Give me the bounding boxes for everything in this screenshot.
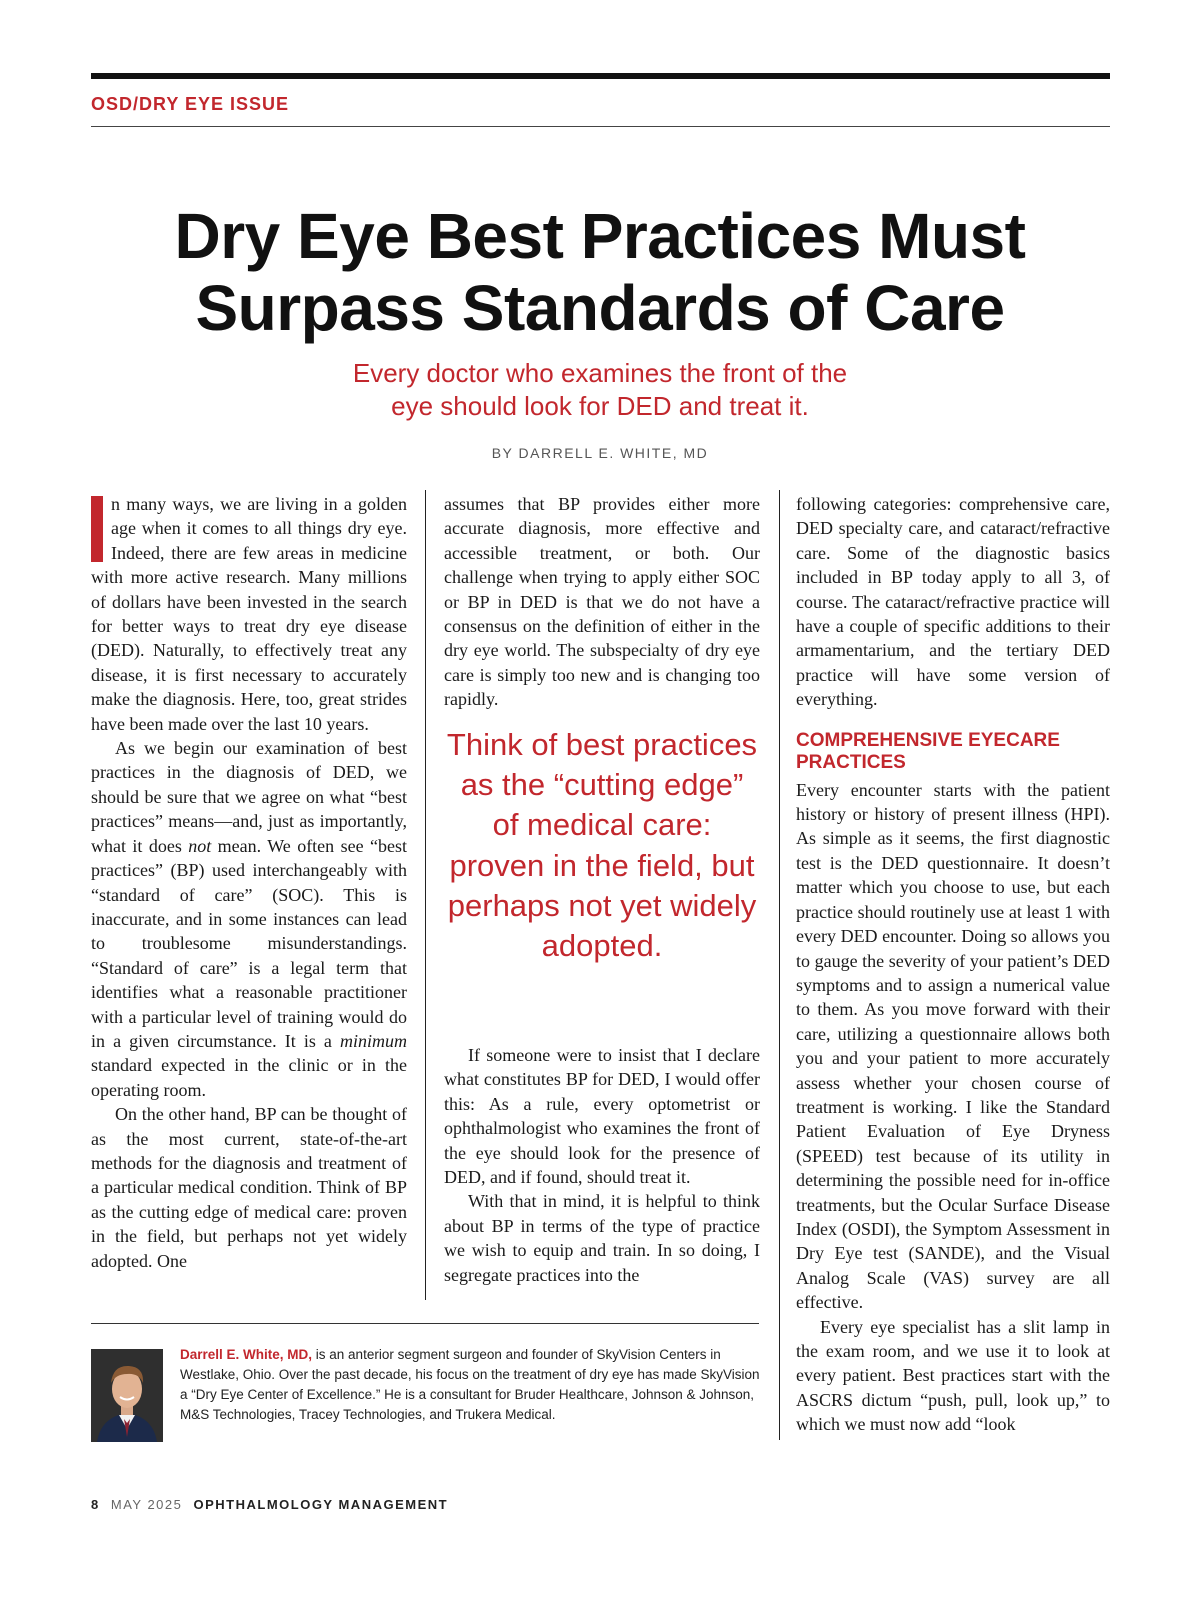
author-portrait-image [91, 1349, 163, 1442]
issue-date: MAY 2025 [110, 1497, 183, 1512]
paragraph: Every encounter starts with the patient history or history of present illness (HPI). As simple as it seems, the first diagnostic test is the DED questionnaire. It doesn’t matter which you choose to use, but each practice should routinely use at least 1 with every DED encounter. Doing so allows you to gauge the severity of your patient’s DED symptoms and to assign a numerical value to them. As you move forward with their care, utilizing a questionnaire allows both you and your patient to more accurately assess whether your chosen course of treatment is working. I like the Standard Patient Evaluation of Eye Dryness (SPEED) test because of its utility in determining the possible need for in-office treatments, but the Ocular Surface Disease Index (OSDI), the Symptom Assessment in Dry Eye test (SANDE), and the Visual Analog Scale (VAS) survey are all effective. [796, 779, 1110, 1313]
emphasis: minimum [340, 1030, 407, 1051]
column-2-bottom [444, 1043, 760, 1287]
subhead: COMPREHENSIVE EYECARE PRACTICES [796, 729, 1060, 773]
paragraph-intro [91, 492, 407, 736]
paragraph: With that in mind, it is helpful to think about BP in terms of the type of practice we wish to equip and train. In so doing, I segregate practices into the [444, 1191, 760, 1285]
drop-cap-bar [91, 496, 103, 562]
byline: BY DARRELL E. WHITE, MD [491, 445, 709, 461]
page-number: 8 [91, 1497, 100, 1512]
text-run: mean. We often see “best practices” (BP) used interchangeably with “standard of care” (SOC). This is inaccurate, and in some instances can lead to troublesome misunderstandings. “Standard of care” is a legal term that identifies what a reasonable practitioner with a particular level of training would do in a given circumstance. It is a [91, 835, 407, 1051]
text-run: As we begin our examination of best practices in the diagnosis of DED, we should be sure that we agree on what “best practices” means—and, just as importantly, what it does [91, 738, 407, 856]
paragraph: following categories: comprehensive care, DED specialty care, and cataract/refractive care. Some of the diagnostic basics included in BP today apply to all 3, of course. The cataract/refractive practice will have a couple of specific additions to their armamentarium, and the tertiary DED practice will have some version of everything. [796, 494, 1110, 710]
bio-rule [91, 1323, 759, 1324]
paragraph: Every eye specialist has a slit lamp in the exam room, and we use it to look at every patient. Best practices start with the ASCRS dictum “push, pull, look up,” to which we must now add “look [796, 1316, 1110, 1435]
column-divider [779, 490, 780, 1440]
column-3 [796, 492, 1110, 1437]
paragraph: On the other hand, BP can be thought of as the most current, state-of-the-art methods for the diagnosis and treatment of a particular medical condition. Think of BP as the cutting edge of medical care: proven in the field, but perhaps not yet widely adopted. One [91, 1104, 407, 1271]
publication-name: OPHTHALMOLOGY MANAGEMENT [193, 1497, 449, 1512]
section-label: OSD/DRY EYE ISSUE [91, 94, 290, 114]
pull-quote: Think of best practices as the “cutting edge” of medical care: proven in the field, but perhaps not yet widely adopted. [446, 727, 758, 964]
column-2-top [444, 492, 760, 712]
deck-line-2: eye should look for DED and treat it. [391, 391, 809, 421]
author-bio [180, 1345, 760, 1425]
bio-text: is an anterior segment surgeon and founder of SkyVision Centers in Westlake, Ohio. Over the past decade, his focus on the treatment of dry eye has made SkyVision a “Dry Eye Center of Excellence.” He is a consultant for Bruder Healthcare, Johnson & Johnson, M&S Technologies, Tracey Technologies, and Trukera Medical. [180, 1347, 760, 1422]
section-rule [91, 126, 1110, 127]
page-footer [91, 1497, 448, 1512]
top-rule [91, 73, 1110, 79]
author-name: Darrell E. White, MD, [180, 1347, 313, 1362]
text-run: standard expected in the clinic or in the operating room. [91, 1055, 407, 1100]
emphasis: not [188, 835, 212, 856]
paragraph [91, 736, 407, 1102]
paragraph: If someone were to insist that I declare what constitutes BP for DED, I would offer this: As a rule, every optometrist or ophthalmologist who examines the front of the eye should look for the presence of DED, and if found, should treat it. [444, 1045, 760, 1188]
deck-line-1: Every doctor who examines the front of the [352, 358, 848, 388]
article-headline [60, 200, 1140, 344]
column-divider [425, 490, 426, 1300]
article-deck [200, 357, 1000, 423]
paragraph: assumes that BP provides either more accurate diagnosis, more effective and accessible treatment, or both. Our challenge when trying to apply either SOC or BP in DED is that we do not have a consensus on the definition of either in the dry eye world. The subspecialty of dry eye care is simply too new and is changing too rapidly. [444, 494, 760, 710]
intro-text: n many ways, we are living in a golden age when it comes to all things dry eye. Indeed, there are few areas in medicine with more active research. Many millions of dollars have been invested in the search for better ways to treat dry eye disease (DED). Naturally, to effectively treat any disease, it is first necessary to accurately make the diagnosis. Here, too, great strides have been made over the last 10 years. [91, 494, 407, 734]
column-1 [91, 492, 407, 1273]
headline-line-2: Surpass Standards of Care [195, 272, 1005, 344]
author-photo [91, 1349, 163, 1442]
headline-line-1: Dry Eye Best Practices Must [174, 200, 1026, 272]
